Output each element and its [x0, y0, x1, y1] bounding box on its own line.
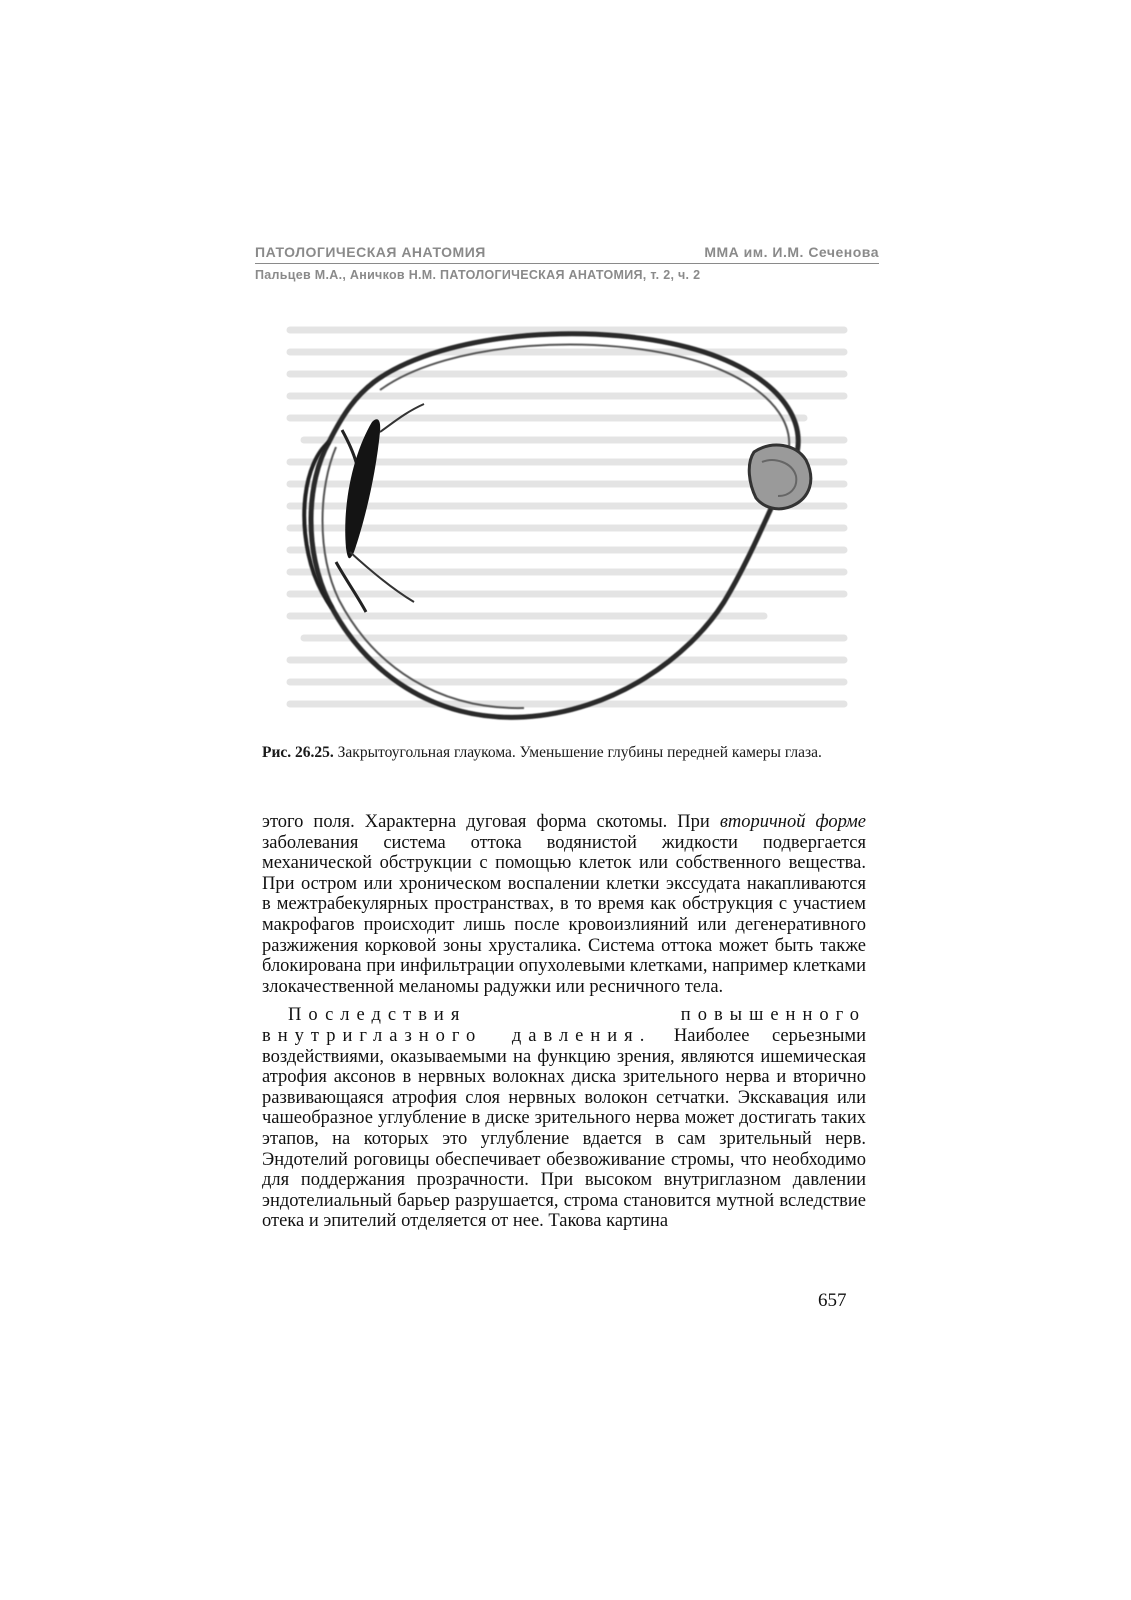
optic-nerve — [749, 445, 811, 509]
page-number: 657 — [818, 1290, 847, 1311]
book-authors-line: Пальцев М.А., Аничков Н.М. ПАТОЛОГИЧЕСКАЯ АНАТОМИЯ, т. 2, ч. 2 — [255, 268, 701, 282]
body-text — [262, 812, 866, 1232]
paragraph — [262, 1005, 866, 1232]
italic-term: вторичной форме — [719, 812, 866, 832]
running-header — [255, 244, 879, 282]
figure-caption-label: Рис. 26.25. — [262, 744, 334, 761]
eye-illustration — [284, 312, 864, 732]
institution-name: ММА им. И.М. Сеченова — [704, 244, 879, 260]
paragraph — [262, 812, 866, 997]
paragraph-text: Наиболее серьезными воздействиями, оказываемыми на функцию зрения, являются ишемическая атрофия аксонов в нервных волокнах диска зрительного нерва и вторично развивающаяся атрофия слоя нервных волокон сетчатки. Экскавация или чашеобразное углубление в диске зрительного нерва может достигать таких этапов, на которых это углубление вдается в сам зрительный нерв. Эндотелий роговицы обеспечивает обезвоживание стромы, что необходимо для поддержания прозрачности. При высоком внутриглазном давлении эндотелиальный барьер разрушается, строма становится мутной вследствие отека и эпителий отделяется от нее. Такова картина — [262, 1025, 866, 1232]
paragraph-text: этого поля. Характерна дуговая форма скотомы. При — [262, 812, 720, 832]
header-top-line — [255, 244, 879, 264]
figure-caption-text: Закрытоугольная глаукома. Уменьшение глубины передней камеры глаза. — [333, 744, 822, 761]
figure-caption — [262, 743, 864, 762]
book-title: ПАТОЛОГИЧЕСКАЯ АНАТОМИЯ — [255, 244, 486, 260]
paragraph-text: заболевания система оттока водянистой жидкости подвергается механической обструкции с помощью клеток или собственного вещества. При остром или хроническом воспалении клетки экссудата накапливаются в межтрабекулярных пространствах, в то время как обструкция с участием макрофагов происходит лишь после кровоизлияний или дегенеративного разжижения корковой зоны хрусталика. Система оттока может быть также блокирована при инфильтрации опухолевыми клетками, например клетками злокачественной меланомы радужки или ресничного тела. — [262, 832, 866, 997]
eye-cross-section-drawing — [284, 312, 864, 732]
spaced-heading: Последствия повышенного внутриглазного давления. — [262, 1005, 866, 1046]
